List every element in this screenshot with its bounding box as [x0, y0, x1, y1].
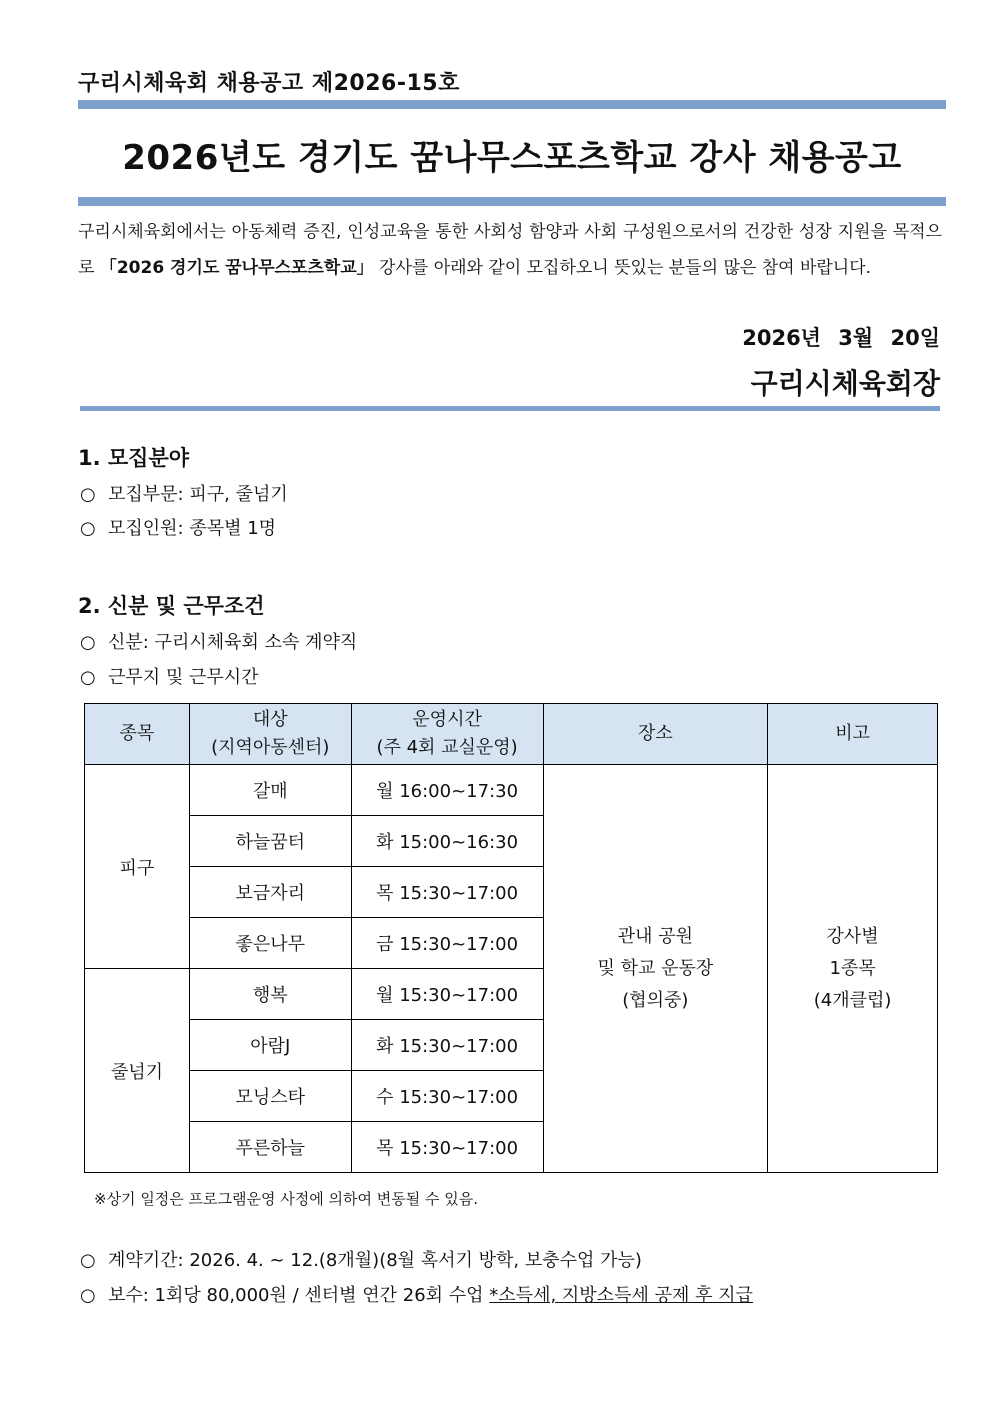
- section-2-heading: 2. 신분 및 근무조건: [78, 594, 265, 618]
- program-name: 「2026 경기도 꿈나무스포츠학교」: [99, 258, 374, 278]
- pay-text: 보수: 1회당 80,000원 / 센터별 연간 26회 수업: [108, 1285, 490, 1306]
- page-title: 2026년도 경기도 꿈나무스포츠학교 강사 채용공고: [122, 138, 902, 178]
- time-cell: 월 15:30~17:00: [351, 969, 543, 1020]
- pay-note: *소득세, 지방소득세 공제 후 지급: [489, 1285, 753, 1306]
- header-remark: 비고: [768, 704, 938, 765]
- recruit-count: [80, 514, 276, 540]
- sport-cell: 피구: [85, 765, 190, 969]
- header-place: 장소: [543, 704, 768, 765]
- workplace-text: 근무지 및 근무시간: [108, 667, 259, 688]
- title-divider: [78, 197, 946, 206]
- top-divider: [78, 100, 946, 109]
- bullet-icon: ○: [80, 484, 96, 505]
- status-text: 신분: 구리시체육회 소속 계약직: [108, 632, 358, 653]
- notice-number: 구리시체육회 채용공고 제2026-15호: [78, 71, 460, 96]
- pay-item: [80, 1281, 753, 1307]
- section-1-heading: 1. 모집분야: [78, 446, 190, 470]
- bullet-icon: ○: [80, 632, 96, 653]
- time-cell: 화 15:30~17:00: [351, 1020, 543, 1071]
- workplace-item: [80, 663, 259, 689]
- time-cell: 월 16:00~17:30: [351, 765, 543, 816]
- header-sport: 종목: [85, 704, 190, 765]
- time-cell: 수 15:30~17:00: [351, 1071, 543, 1122]
- table-note: ※상기 일정은 프로그램운영 사정에 의하여 변동될 수 있음.: [94, 1190, 478, 1208]
- center-cell: 푸른하늘: [189, 1122, 351, 1173]
- bullet-icon: ○: [80, 518, 96, 539]
- center-cell: 좋은나무: [189, 918, 351, 969]
- intro-text-after: 강사를 아래와 같이 모집하오니 뜻있는 분들의 많은 참여 바랍니다.: [373, 258, 872, 278]
- signer: 구리시체육회장: [750, 367, 940, 400]
- schedule-table: [84, 703, 938, 1173]
- time-cell: 금 15:30~17:00: [351, 918, 543, 969]
- time-cell: 목 15:30~17:00: [351, 867, 543, 918]
- table-header-row: [85, 704, 938, 765]
- contract-period: [80, 1246, 642, 1272]
- intro-text-before: 구리시체육회에서는 아동체력 증진, 인성교육을 통한 사회성 함양과 사회 구성원으로서의 건강한 성장 지원을 목적으로: [78, 222, 942, 278]
- time-cell: 목 15:30~17:00: [351, 1122, 543, 1173]
- recruit-category: [80, 480, 288, 506]
- remark-cell: 강사별 1종목 (4개클럽): [768, 765, 938, 1173]
- table-row: [85, 765, 938, 816]
- recruit-count-text: 모집인원: 종목별 1명: [108, 518, 277, 539]
- intro-divider: [80, 406, 940, 411]
- recruit-category-text: 모집부문: 피구, 줄넘기: [108, 484, 288, 505]
- header-time: 운영시간 (주 4회 교실운영): [351, 704, 543, 765]
- status-item: [80, 628, 357, 654]
- center-cell: 모닝스타: [189, 1071, 351, 1122]
- center-cell: 보금자리: [189, 867, 351, 918]
- place-cell: 관내 공원 및 학교 운동장 (협의중): [543, 765, 768, 1173]
- center-cell: 하늘꿈터: [189, 816, 351, 867]
- bullet-icon: ○: [80, 1285, 96, 1306]
- center-cell: 아람J: [189, 1020, 351, 1071]
- sport-cell: 줄넘기: [85, 969, 190, 1173]
- center-cell: 행복: [189, 969, 351, 1020]
- header-target: 대상 (지역아동센터): [189, 704, 351, 765]
- notice-date: 2026년 3월 20일: [742, 326, 940, 350]
- contract-period-text: 계약기간: 2026. 4. ~ 12.(8개월)(8월 혹서기 방학, 보충수업 가능): [108, 1250, 642, 1271]
- bullet-icon: ○: [80, 1250, 96, 1271]
- center-cell: 갈매: [189, 765, 351, 816]
- intro-paragraph: [78, 214, 942, 286]
- time-cell: 화 15:00~16:30: [351, 816, 543, 867]
- bullet-icon: ○: [80, 667, 96, 688]
